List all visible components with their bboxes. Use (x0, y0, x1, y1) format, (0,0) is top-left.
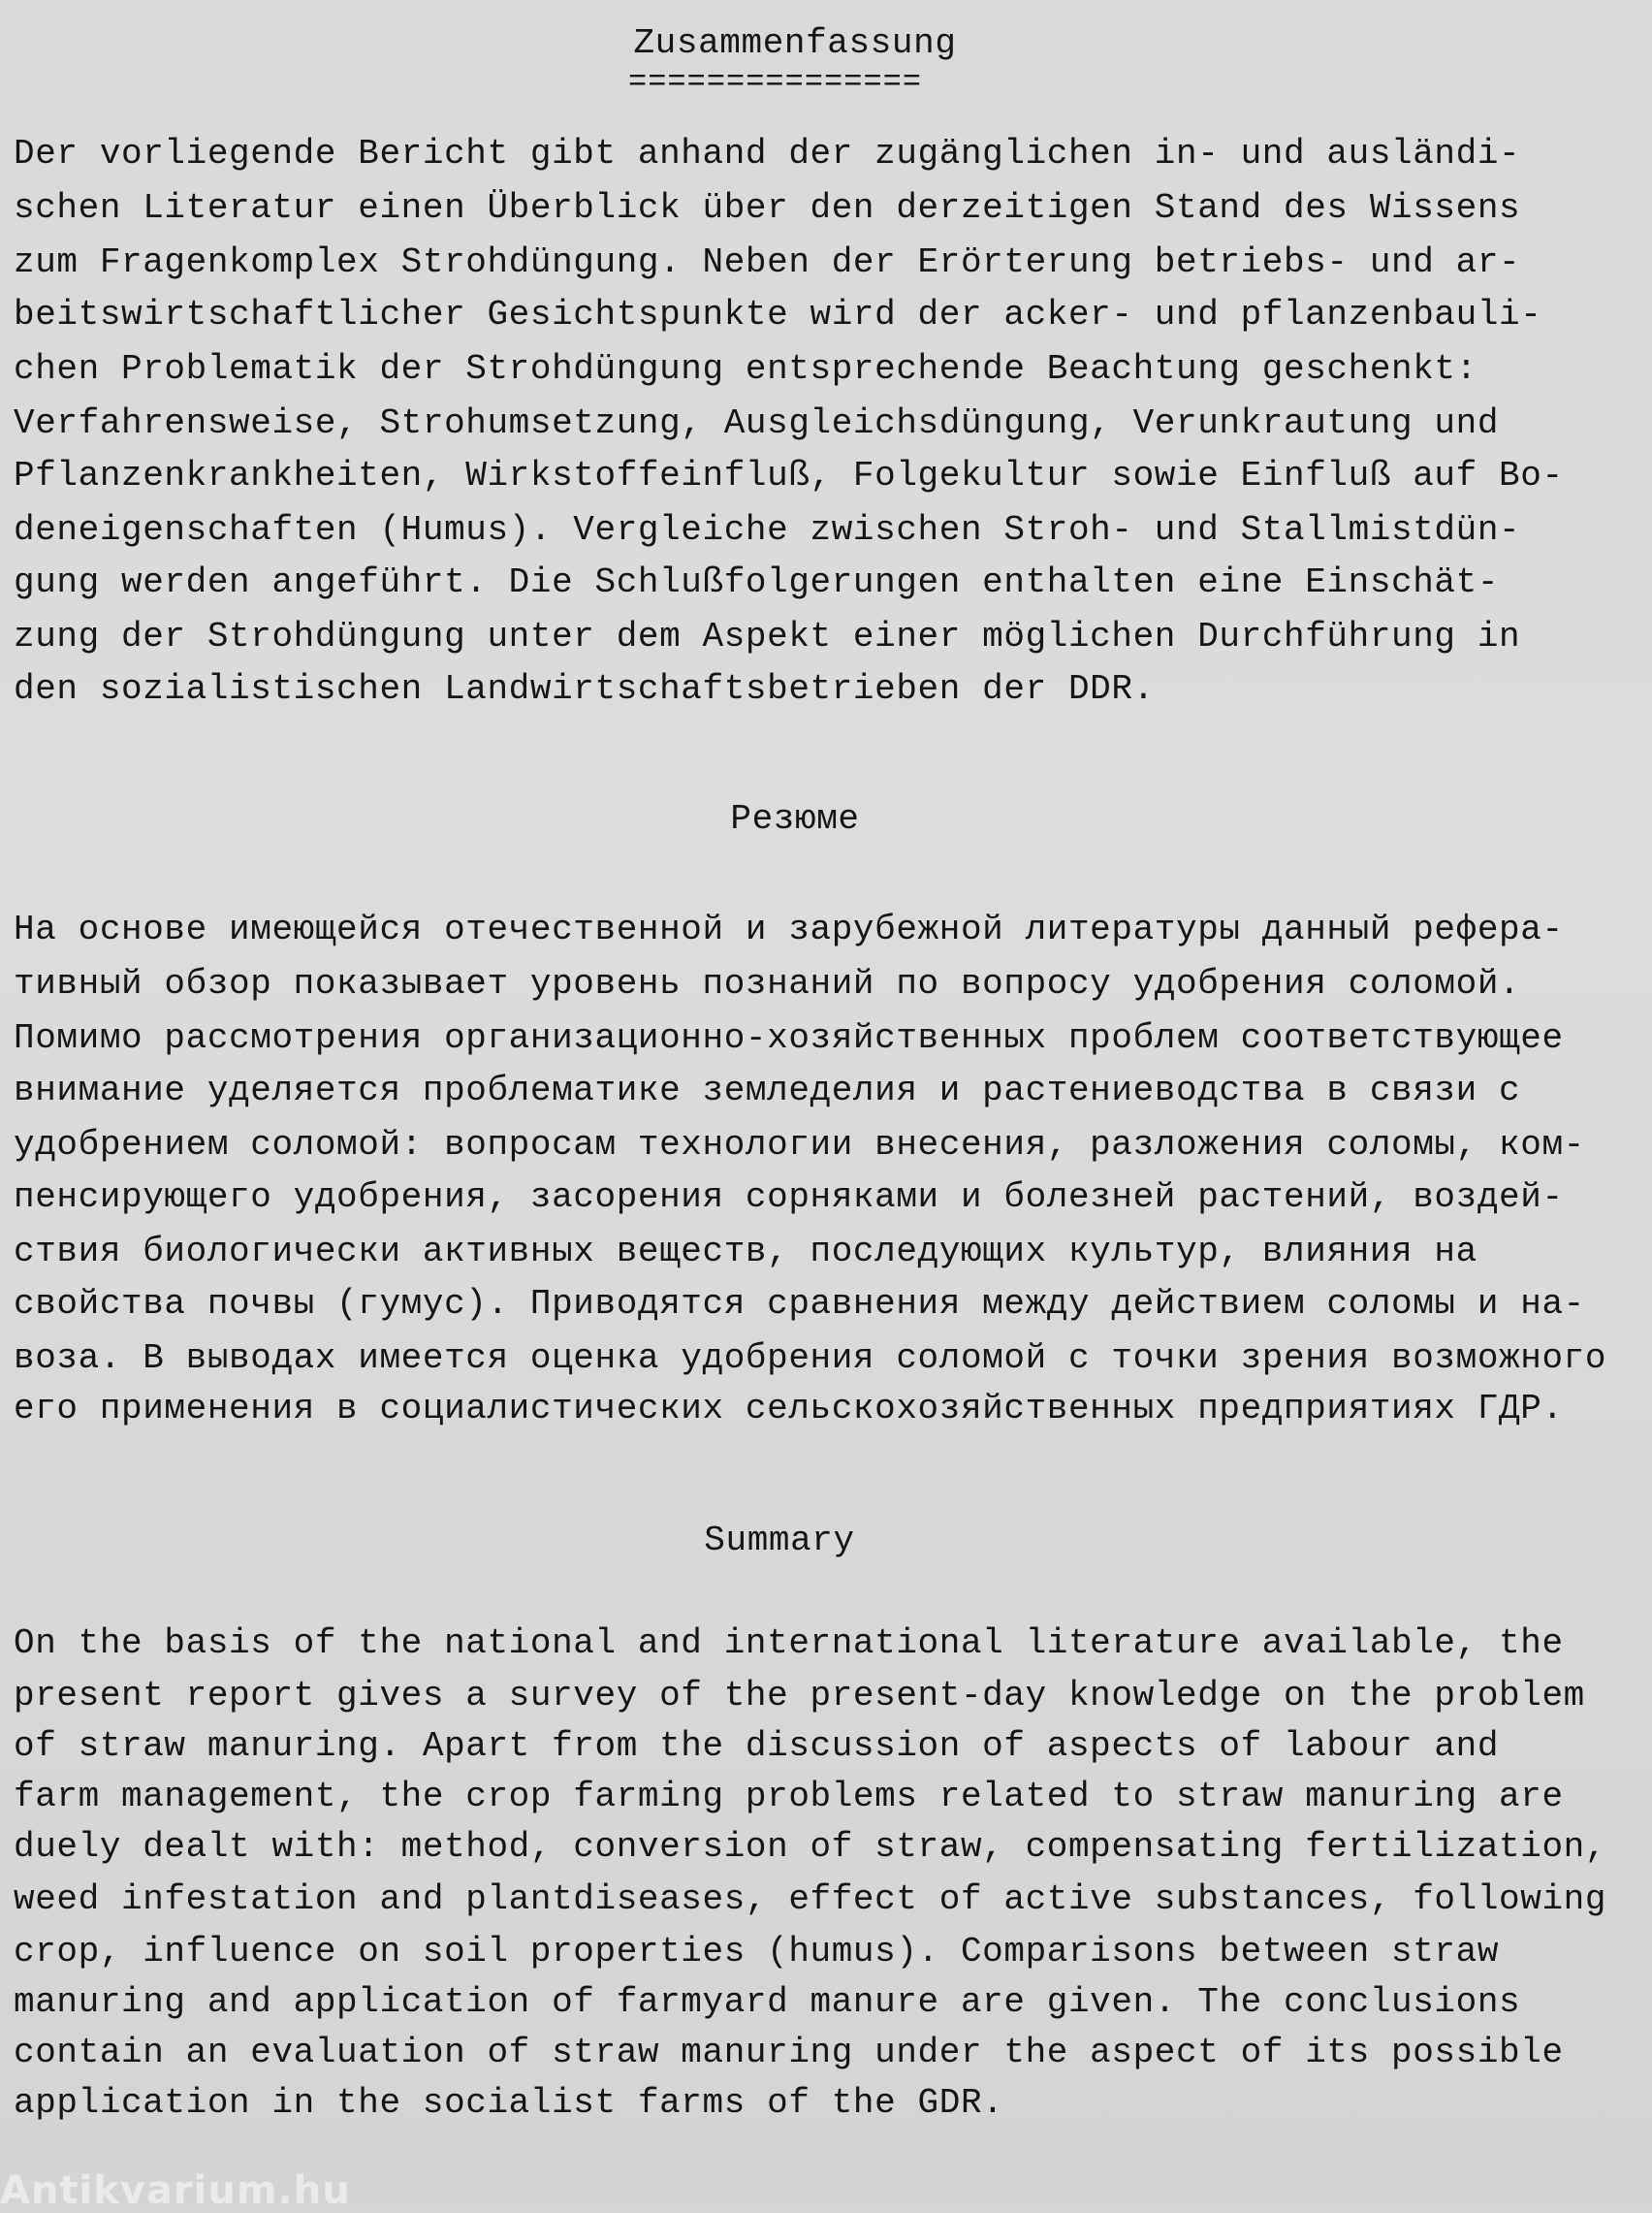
watermark-text: Antikvarium.hu (0, 2168, 351, 2213)
russian-line: воза. В выводах имеется оценка удобрения соломой с точки зрения возможного (14, 1338, 1607, 1378)
russian-line: На основе имеющейся отечественной и зарубежной литературы данный рефера- (14, 910, 1564, 949)
english-line: present report gives a survey of the present-day knowledge on the problem (14, 1676, 1585, 1716)
russian-heading: Резюме (730, 799, 860, 839)
english-line: manuring and application of farmyard manure are given. The conclusions (14, 1982, 1521, 2022)
german-line: deneigenschaften (Humus). Vergleiche zwischen Stroh- und Stallmistdün- (14, 510, 1521, 550)
english-line: duely dealt with: method, conversion of straw, compensating fertilization, (14, 1827, 1607, 1867)
german-line: Der vorliegende Bericht gibt anhand der zugänglichen in- und ausländi- (14, 134, 1521, 174)
english-line: application in the socialist farms of the GDR. (14, 2083, 1004, 2123)
russian-line: Помимо рассмотрения организационно-хозяйственных проблем соответствующее (14, 1018, 1564, 1058)
german-line: chen Problematik der Strohdüngung entsprechende Beachtung geschenkt: (14, 349, 1477, 389)
english-line: contain an evaluation of straw manuring under the aspect of its possible (14, 2033, 1564, 2072)
german-line: Verfahrensweise, Strohumsetzung, Ausgleichsdüngung, Verunkrautung und (14, 403, 1500, 443)
german-line: gung werden angeführt. Die Schlußfolgerungen enthalten eine Einschät- (14, 562, 1500, 602)
german-line: schen Literatur einen Überblick über den derzeitigen Stand des Wissens (14, 188, 1521, 228)
russian-line: ствия биологически активных веществ, последующих культур, влияния на (14, 1232, 1477, 1271)
german-line: den sozialistischen Landwirtschaftsbetrieben der DDR. (14, 669, 1155, 709)
english-line: On the basis of the national and international literature available, the (14, 1623, 1564, 1663)
russian-line: тивный обзор показывает уровень познаний по вопросу удобрения соломой. (14, 964, 1521, 1004)
russian-line: его применения в социалистических сельскохозяйственных предприятиях ГДР. (14, 1389, 1564, 1428)
russian-line: свойства почвы (гумус). Приводятся сравнения между действием соломы и на- (14, 1284, 1585, 1324)
german-heading-underline: =============== (628, 64, 923, 100)
english-line: farm management, the crop farming problems related to straw manuring are (14, 1777, 1564, 1816)
russian-line: удобрением соломой: вопросам технологии внесения, разложения соломы, ком- (14, 1125, 1585, 1165)
german-line: beitswirtschaftlicher Gesichtspunkte wird der acker- und pflanzenbauli- (14, 295, 1542, 335)
russian-line: пенсирующего удобрения, засорения сорняками и болезней растений, воздей- (14, 1177, 1564, 1217)
english-line: weed infestation and plantdiseases, effect of active substances, following (14, 1879, 1607, 1919)
english-line: crop, influence on soil properties (humus). Comparisons between straw (14, 1932, 1500, 1972)
german-line: zum Fragenkomplex Strohdüngung. Neben der Erörterung betriebs- und ar- (14, 242, 1521, 282)
german-heading: Zusammenfassung (633, 23, 957, 63)
english-heading: Summary (704, 1521, 855, 1560)
english-line: of straw manuring. Apart from the discussion of aspects of labour and (14, 1726, 1500, 1766)
german-line: Pflanzenkrankheiten, Wirkstoffeinfluß, Folgekultur sowie Einfluß auf Bo- (14, 456, 1564, 496)
russian-line: внимание уделяется проблематике земледелия и растениеводства в связи с (14, 1071, 1521, 1110)
german-line: zung der Strohdüngung unter dem Aspekt einer möglichen Durchführung in (14, 617, 1521, 657)
